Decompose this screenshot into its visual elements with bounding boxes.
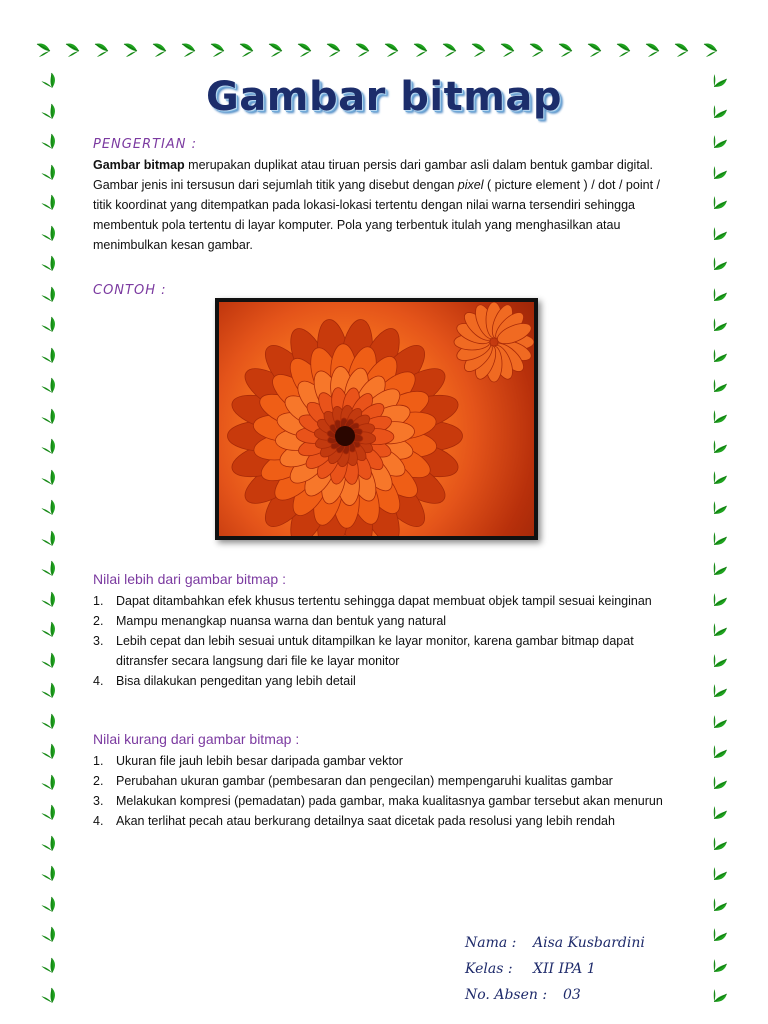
- leaf-icon: [708, 133, 728, 153]
- advantage-item-number: 1.: [93, 594, 104, 608]
- leaf-icon: [708, 804, 728, 824]
- leaf-icon: [40, 743, 60, 763]
- leaf-icon: [708, 377, 728, 397]
- leaf-icon: [40, 896, 60, 916]
- disadvantage-item-text: Perubahan ukuran gambar (pembesaran dan pengecilan) mempengaruhi kualitas gambar: [116, 774, 613, 788]
- advantage-item-number: 2.: [93, 614, 104, 628]
- leaf-icon: [40, 316, 60, 336]
- student-identity: [465, 930, 645, 1008]
- advantages-heading: Nilai lebih dari gambar bitmap :: [93, 571, 286, 587]
- leaf-icon: [40, 835, 60, 855]
- disadvantage-item-number: 1.: [93, 754, 104, 768]
- leaf-icon: [708, 896, 728, 916]
- leaf-icon: [585, 40, 605, 60]
- leaf-icon: [708, 926, 728, 946]
- disadvantage-item: [93, 811, 673, 831]
- leaf-icon: [40, 530, 60, 550]
- leaf-icon: [708, 865, 728, 885]
- leaf-icon: [708, 286, 728, 306]
- disadvantage-item-number: 4.: [93, 814, 104, 828]
- disadvantage-item-number: 3.: [93, 794, 104, 808]
- leaf-icon: [34, 40, 54, 60]
- leaf-icon: [40, 438, 60, 458]
- leaf-icon: [411, 40, 431, 60]
- absen-value: 03: [563, 987, 581, 1003]
- leaf-icon: [40, 804, 60, 824]
- leaf-icon: [40, 682, 60, 702]
- definition-text-1: merupakan duplikat atau tiruan persis dari gambar asli dalam bentuk gambar digital. Gambar jenis ini tersusun dari sejumlah titik yang disebut dengan: [93, 158, 653, 192]
- leaf-icon: [40, 164, 60, 184]
- leaf-icon: [40, 591, 60, 611]
- leaf-icon: [40, 621, 60, 641]
- leaf-icon: [556, 40, 576, 60]
- leaf-icon: [40, 713, 60, 733]
- leaf-icon: [266, 40, 286, 60]
- advantage-item-text: Lebih cepat dan lebih sesuai untuk ditampilkan ke layar monitor, karena gambar bitmap dapat ditransfer secara langsung dari file ke layar monitor: [116, 634, 634, 668]
- leaf-icon: [324, 40, 344, 60]
- definition-heading: PENGERTIAN :: [93, 137, 198, 152]
- disadvantage-item-text: Akan terlihat pecah atau berkurang detailnya saat dicetak pada resolusi yang lebih rendah: [116, 814, 615, 828]
- class-label: Kelas :: [465, 961, 513, 977]
- leaf-icon: [708, 957, 728, 977]
- leaf-icon: [708, 621, 728, 641]
- leaf-icon: [353, 40, 373, 60]
- leaf-icon: [708, 713, 728, 733]
- advantage-item: [93, 611, 673, 631]
- leaf-icon: [672, 40, 692, 60]
- leaf-icon: [643, 40, 663, 60]
- definition-lead: Gambar bitmap: [93, 158, 185, 172]
- leaf-icon: [237, 40, 257, 60]
- leaf-icon: [708, 316, 728, 336]
- leaf-icon: [295, 40, 315, 60]
- leaf-icon: [208, 40, 228, 60]
- leaf-icon: [40, 377, 60, 397]
- advantage-item: [93, 631, 673, 671]
- leaf-icon: [40, 926, 60, 946]
- leaf-icon: [40, 194, 60, 214]
- disadvantage-item: [93, 771, 673, 791]
- class-value: XII IPA 1: [533, 961, 596, 977]
- leaf-icon: [40, 133, 60, 153]
- leaf-icon: [708, 408, 728, 428]
- leaf-icon: [40, 286, 60, 306]
- disadvantage-item-text: Ukuran file jauh lebih besar daripada gambar vektor: [116, 754, 403, 768]
- chrysanthemum-illustration: [219, 302, 534, 536]
- leaf-icon: [40, 774, 60, 794]
- leaf-icon: [708, 835, 728, 855]
- definition-text-2: ( picture element ) / dot / point / titik koordinat yang ditempatkan pada lokasi-lokasi tertentu dengan nilai warna tersendiri sehingga membentuk pola tertentu di layar komputer. Pola yang terbentuk itulah yang menghasilkan atau menimbulkan kesan gambar.: [93, 178, 660, 252]
- leaf-icon: [708, 652, 728, 672]
- leaf-icon: [469, 40, 489, 60]
- page-title: Gambar bitmap: [205, 74, 563, 120]
- leaf-icon: [40, 499, 60, 519]
- leaf-icon: [440, 40, 460, 60]
- leaf-icon: [40, 987, 60, 1007]
- leaf-icon: [527, 40, 547, 60]
- leaf-icon: [63, 40, 83, 60]
- disadvantage-item: [93, 791, 673, 811]
- leaf-icon: [40, 560, 60, 580]
- leaf-icon: [708, 682, 728, 702]
- definition-paragraph: [93, 155, 673, 255]
- leaf-icon: [708, 987, 728, 1007]
- advantages-list: [93, 591, 673, 691]
- advantage-item: [93, 671, 673, 691]
- advantage-item-text: Mampu menangkap nuansa warna dan bentuk yang natural: [116, 614, 447, 628]
- disadvantage-item: [93, 751, 673, 771]
- leaf-icon: [708, 774, 728, 794]
- leaf-icon: [40, 469, 60, 489]
- leaf-icon: [708, 255, 728, 275]
- advantage-item: [93, 591, 673, 611]
- leaf-icon: [179, 40, 199, 60]
- leaf-icon: [708, 469, 728, 489]
- advantage-item-text: Dapat ditambahkan efek khusus tertentu sehingga dapat membuat objek tampil sesuai keinginan: [116, 594, 652, 608]
- example-heading: CONTOH :: [93, 283, 167, 298]
- leaf-icon: [40, 652, 60, 672]
- leaf-icon: [708, 560, 728, 580]
- disadvantages-list: [93, 751, 673, 831]
- leaf-icon: [40, 865, 60, 885]
- name-value: Aisa Kusbardini: [533, 935, 645, 951]
- leaf-icon: [701, 40, 721, 60]
- leaf-icon: [708, 530, 728, 550]
- leaf-icon: [708, 499, 728, 519]
- leaf-icon: [40, 408, 60, 428]
- advantage-item-number: 4.: [93, 674, 104, 688]
- leaf-icon: [382, 40, 402, 60]
- leaf-icon: [614, 40, 634, 60]
- leaf-icon: [40, 957, 60, 977]
- leaf-icon: [498, 40, 518, 60]
- advantage-item-number: 3.: [93, 634, 104, 648]
- leaf-icon: [150, 40, 170, 60]
- leaf-icon: [708, 591, 728, 611]
- example-bitmap-image: [215, 298, 538, 540]
- name-label: Nama :: [465, 935, 517, 951]
- leaf-icon: [40, 347, 60, 367]
- leaf-icon: [708, 743, 728, 763]
- leaf-icon: [708, 438, 728, 458]
- leaf-icon: [708, 194, 728, 214]
- leaf-icon: [40, 225, 60, 245]
- leaf-icon: [40, 255, 60, 275]
- absen-label: No. Absen :: [465, 987, 548, 1003]
- leaf-icon: [708, 347, 728, 367]
- definition-pixel-term: pixel: [457, 178, 484, 192]
- disadvantages-heading: Nilai kurang dari gambar bitmap :: [93, 731, 300, 747]
- leaf-icon: [121, 40, 141, 60]
- leaf-icon: [708, 164, 728, 184]
- advantage-item-text: Bisa dilakukan pengeditan yang lebih detail: [116, 674, 356, 688]
- leaf-icon: [92, 40, 112, 60]
- disadvantage-item-number: 2.: [93, 774, 104, 788]
- leaf-icon: [708, 225, 728, 245]
- disadvantage-item-text: Melakukan kompresi (pemadatan) pada gambar, maka kualitasnya gambar tersebut akan menurun: [116, 794, 663, 808]
